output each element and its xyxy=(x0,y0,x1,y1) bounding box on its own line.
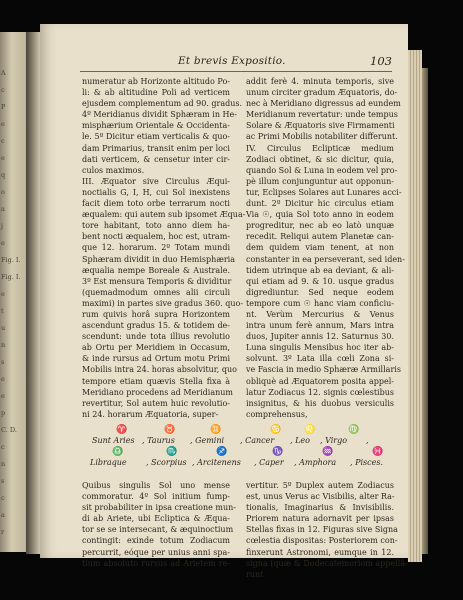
margin-fragment: c xyxy=(1,443,5,451)
margin-fragment: e xyxy=(1,239,5,247)
text-line: que 12. horarum. 2º Totam mundi xyxy=(82,243,230,253)
margin-fragment: s xyxy=(1,477,5,485)
text-line: nt. Verùm Mercurius & Venus xyxy=(246,309,394,319)
zodiac-name: , Pisces. xyxy=(350,458,383,467)
margin-fragment: a xyxy=(1,511,5,519)
text-line: Priorem natura adornavit per ipsas xyxy=(246,514,394,524)
margin-fragment: n xyxy=(1,341,6,349)
text-line: di ab Ariete, ubi Ecliptica & Æqua- xyxy=(82,514,230,524)
text-line: duos, Jupiter annis 12. Saturnus 30. xyxy=(246,332,394,342)
text-line: ac Primi Mobilis notabiliter differunt. xyxy=(246,132,398,142)
text-line: dam Primarius, transit enim per loci xyxy=(82,143,230,153)
text-line: IV. Circulus Eclipticæ medium xyxy=(246,143,394,153)
book-gutter xyxy=(26,32,40,554)
text-line: Via ☉, quia Sol toto anno in eodem xyxy=(246,210,394,220)
text-line: culos maximos. xyxy=(82,165,145,175)
text-line: sit probabiliter in ipsa creatione mun- xyxy=(82,503,236,513)
zodiac-name-row-1 xyxy=(82,436,394,447)
zodiac-name-row-2 xyxy=(82,458,394,469)
text-line: æqualia nempe Boreale & Australe. xyxy=(82,265,230,275)
zodiac-name: , Amphora xyxy=(294,458,337,467)
text-line: (quemadmodum omnes alii circuli xyxy=(82,287,230,297)
zodiac-symbol: ♋ xyxy=(270,425,282,435)
bottom-left-column-text xyxy=(82,480,236,569)
margin-fragment: e xyxy=(1,120,5,128)
text-line: III. Æquator sive Circulus Æqui- xyxy=(82,176,230,186)
page-stack-edge xyxy=(408,50,422,562)
text-line: ejusdem complementum ad 90. gradus. xyxy=(82,99,243,109)
text-line: rum quivis horâ supra Horizontem xyxy=(82,309,230,319)
zodiac-symbol: ♈ xyxy=(116,425,128,435)
text-line: progreditur, nec ab eo latò unquæ xyxy=(246,221,394,231)
zodiac-symbol: ♐ xyxy=(216,447,228,457)
text-line: Stellas fixas in 12. Figuras sive Signa xyxy=(246,525,398,535)
margin-fragment: e xyxy=(1,392,5,400)
text-line: pè illum conjunguntur aut opponun- xyxy=(246,176,394,186)
zodiac-name: , Caper xyxy=(254,458,284,467)
text-line: obliquè ad Æquatorem posita appel- xyxy=(246,376,394,386)
margin-fragment: n xyxy=(1,460,6,468)
margin-fragment: t xyxy=(1,307,4,315)
zodiac-verse xyxy=(82,425,394,469)
text-line: Quibus singulis Sol uno mense xyxy=(82,481,230,490)
text-line: dem quidem viam tenent, at non xyxy=(246,243,394,253)
margin-fragment: e xyxy=(1,375,5,383)
text-line: tium absoluto rursus ad Arietem re- xyxy=(82,558,230,568)
margin-fragment: u xyxy=(1,324,6,332)
text-line: numeratur ab Horizonte altitudo Po- xyxy=(82,77,230,86)
zodiac-symbol: ♒ xyxy=(322,447,334,457)
zodiac-symbol: ♍ xyxy=(348,425,360,435)
margin-fragment: Fig. I. xyxy=(1,256,21,264)
text-line: tempore cum ☉ hanc viam conficiu- xyxy=(246,298,394,308)
text-line: Sphæram dividit in duo Hemisphæria xyxy=(82,254,235,264)
previous-page-edge xyxy=(0,32,26,552)
text-line: Luna singulis Mensibus hoc iter ab- xyxy=(246,343,394,353)
margin-fragment: e xyxy=(1,154,5,162)
text-line: maximi) in partes sive gradus 360. quo- xyxy=(82,298,244,308)
text-line: tidem utrinque ab ea deviant, & ali- xyxy=(246,265,394,275)
text-line: 4º Meridianus dividit Sphæram in He- xyxy=(82,110,237,120)
zodiac-symbol: ♉ xyxy=(164,425,176,435)
margin-fragment: p xyxy=(1,409,6,417)
text-line: dunt. 2º Dicitur hic circulus etiam xyxy=(246,199,394,209)
text-line: Zodiaci obtinet, & sic dicitur, quia, xyxy=(246,154,394,164)
margin-fragment: o xyxy=(1,188,5,196)
text-line: noctialis G, I, H, cui Sol inexistens xyxy=(82,187,230,197)
text-line: tempore etiam quævis Stella fixa à xyxy=(82,376,230,386)
zodiac-name: Sunt Aries xyxy=(92,436,135,445)
zodiac-name: Libraque xyxy=(90,458,127,467)
margin-fragment: s xyxy=(1,358,5,366)
text-line: ascendunt gradus 15. & totidem de- xyxy=(82,321,230,331)
text-line: scendunt: unde tota illius revolutio xyxy=(82,332,230,342)
zodiac-name: , Scorpius xyxy=(146,458,187,467)
page-number: 103 xyxy=(370,54,392,68)
text-line: tore habitant, toto anno diem ha- xyxy=(82,221,230,231)
text-line: Meridianum revertatur: unde tempus xyxy=(246,110,398,120)
zodiac-symbol: ♊ xyxy=(210,425,222,435)
text-line: 3º Est mensura Temporis & dividitur xyxy=(82,276,232,286)
text-line: bent nocti æqualem, hoc est, utram- xyxy=(82,232,230,242)
zodiac-symbol-row-2 xyxy=(82,447,394,458)
text-line: facit diem toto orbe terrarum nocti xyxy=(82,199,230,209)
bottom-right-column-text xyxy=(246,480,408,580)
text-line: ni 24. horarum Æquatoria, super- xyxy=(82,409,219,419)
zodiac-name: , Leo xyxy=(290,436,310,445)
text-line: vertitur. 5º Duplex autem Zodiacus xyxy=(246,481,394,490)
text-line: li: & ab altitudine Poli ad verticem xyxy=(82,88,230,98)
zodiac-symbol: ♎ xyxy=(112,447,124,457)
zodiac-name: , Gemini xyxy=(190,436,225,445)
zodiac-symbol: ♑ xyxy=(272,447,284,457)
text-line: revertitur, Sol autem huic revolutio- xyxy=(82,398,230,408)
text-line: commoratur. 4º Sol initium fump- xyxy=(82,492,230,502)
margin-fragment: j xyxy=(1,222,4,230)
text-line: constanter in ea perseverant, sed iden- xyxy=(246,254,405,264)
text-line: intra unum ferè annum, Mars intra xyxy=(246,321,394,331)
zodiac-name: , Virgo xyxy=(320,436,348,445)
text-line: insignitus, & his duobus versiculis xyxy=(246,398,394,408)
text-line: qui etiam ad 9. & 10. usque gradus xyxy=(246,276,394,286)
text-line: contingit: exinde totum Zodiacum xyxy=(82,536,230,546)
text-line: ab Ortu per Meridiem in Occasum, xyxy=(82,343,230,353)
text-line: Solare & Æquatoris sive Firmamenti xyxy=(246,121,395,131)
margin-fragment: C. D. xyxy=(1,426,17,434)
text-line: addit ferè 4. minuta temporis, sive xyxy=(246,77,394,86)
text-line: runt xyxy=(246,569,264,579)
text-line: ve Fascia in medio Sphæræ Armillaris xyxy=(246,365,401,375)
text-line: latur Zodiacus 12. signis cœlestibus xyxy=(246,387,394,397)
text-line: tor se se intersecant, & æquinoctium xyxy=(82,525,234,535)
text-line: æqualem: qui autem sub ipsomet Æqua- xyxy=(82,210,246,220)
zodiac-symbol: ♌ xyxy=(304,425,316,435)
text-line: dati verticem, & censetur inter cir- xyxy=(82,154,230,164)
margin-fragment: r xyxy=(1,528,5,536)
text-line: comprehensus, xyxy=(246,409,308,419)
text-line: Meridiano procedens ad Meridianum xyxy=(82,387,233,397)
text-line: est, unus Verus ac Visibilis, alter Ra- xyxy=(246,492,395,502)
book-cover-edge xyxy=(422,68,428,554)
text-line: & inde rursus ad Ortum motu Primi xyxy=(82,354,230,364)
book-page xyxy=(40,24,408,579)
text-line: quando Sol & Luna in eodem vel pro- xyxy=(246,165,398,175)
zodiac-name: , Arcitenens xyxy=(192,458,241,467)
text-line: finxerunt Astronomi, eumque in 12. xyxy=(246,547,394,557)
text-line: nec à Meridiano digressus ad eundem xyxy=(246,99,401,109)
margin-fragment: Fig. I. xyxy=(1,273,21,281)
text-line: Mobilis intra 24. horas absolvitur, quo xyxy=(82,365,237,375)
text-line: tur, Eclipses Solares aut Lunares acci- xyxy=(246,187,402,197)
zodiac-symbol-row-1 xyxy=(82,425,394,436)
text-line: recedit. Reliqui autem Planetæ can- xyxy=(246,232,394,242)
margin-fragment: c xyxy=(1,494,5,502)
margin-fragment: e xyxy=(1,290,5,298)
zodiac-name: , xyxy=(366,436,369,445)
zodiac-symbol: ♏ xyxy=(166,447,178,457)
margin-fragment: a xyxy=(1,205,5,213)
margin-fragment: P xyxy=(1,103,6,111)
margin-fragment: c xyxy=(1,137,5,145)
zodiac-symbol: ♓ xyxy=(372,447,384,457)
margin-fragment: A xyxy=(1,69,6,77)
text-line: signa (quæ & Dodecatemoriom appellâ- xyxy=(246,558,408,568)
zodiac-name: , Cancer xyxy=(240,436,275,445)
running-head-title: Et brevis Expositio. xyxy=(178,55,286,67)
zodiac-name: , Taurus xyxy=(142,436,175,445)
running-head xyxy=(80,55,392,72)
text-line: digrediuntur. Sed neque eodem xyxy=(246,287,394,297)
text-line: unum circiter gradum Æquatoris, do- xyxy=(246,88,398,98)
text-line: tionalis, Imaginarius & Invisibilis. xyxy=(246,503,394,513)
text-line: misphærium Orientale & Occidenta- xyxy=(82,121,230,131)
margin-fragment: q xyxy=(1,171,6,179)
margin-fragment: c xyxy=(1,86,5,94)
text-line: percurrit, eóque per unius anni spa- xyxy=(82,547,230,557)
text-line: cœlestia dispositas: Posteriorem con- xyxy=(246,536,398,546)
text-line: le. 5º Dicitur etiam verticalis & quo- xyxy=(82,132,230,142)
left-column-text xyxy=(82,76,246,420)
text-line: solvunt. 3º Lata illa cœli Zona si- xyxy=(246,354,394,364)
right-column-text xyxy=(246,76,405,420)
